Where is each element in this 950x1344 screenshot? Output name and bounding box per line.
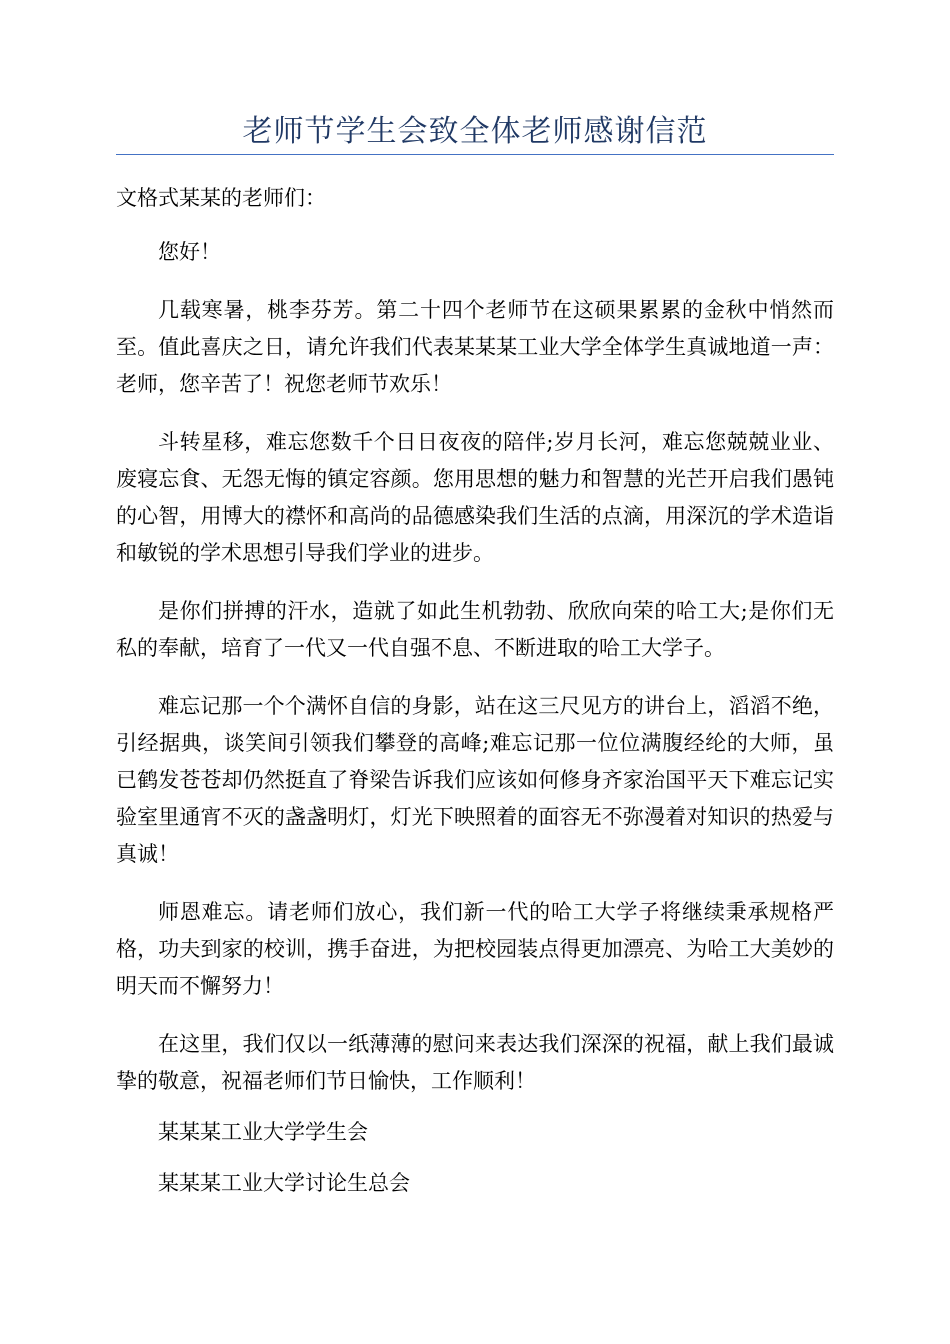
signature-student-union: 某某某工业大学学生会	[158, 1120, 368, 1144]
body-paragraph: 难忘记那一个个满怀自信的身影，站在这三尺见方的讲台上，滔滔不绝，引经据典，谈笑间引领我们攀登的高峰;难忘记那一位位满腹经纶的大师，虽已鹤发苍苍却仍然挺直了脊梁告诉我们应该如何修身齐家治国平天下难忘记实验室里通宵不灭的盏盏明灯，灯光下映照着的面容无不弥漫着对知识的热爱与真诚！	[116, 694, 834, 866]
greeting: 您好！	[158, 240, 221, 264]
document-page	[116, 0, 834, 1202]
salutation: 文格式某某的老师们：	[116, 186, 326, 210]
body-paragraph: 是你们拼搏的汗水，造就了如此生机勃勃、欣欣向荣的哈工大;是你们无私的奉献，培育了一代又一代自强不息、不断进取的哈工大学子。	[116, 599, 834, 660]
body-paragraph: 几载寒暑，桃李芬芳。第二十四个老师节在这硕果累累的金秋中悄然而至。值此喜庆之日，请允许我们代表某某某工业大学全体学生真诚地道一声：老师，您辛苦了！祝您老师节欢乐！	[116, 298, 834, 396]
body-paragraph: 师恩难忘。请老师们放心，我们新一代的哈工大学子将继续秉承规格严格，功夫到家的校训，携手奋进，为把校园装点得更加漂亮、为哈工大美妙的明天而不懈努力！	[116, 900, 834, 998]
signature-graduate-union: 某某某工业大学讨论生总会	[158, 1171, 410, 1195]
document-title: 老师节学生会致全体老师感谢信范	[116, 112, 834, 155]
body-paragraph: 斗转星移，难忘您数千个日日夜夜的陪伴;岁月长河，难忘您兢兢业业、废寝忘食、无怨无悔的镇定容颜。您用思想的魅力和智慧的光芒开启我们愚钝的心智，用博大的襟怀和高尚的品德感染我们生活的点滴，用深沉的学术造诣和敏锐的学术思想引导我们学业的进步。	[116, 430, 834, 565]
body-paragraph: 在这里，我们仅以一纸薄薄的慰问来表达我们深深的祝福，献上我们最诚挚的敬意，祝福老师们节日愉快，工作顺利！	[116, 1032, 834, 1093]
